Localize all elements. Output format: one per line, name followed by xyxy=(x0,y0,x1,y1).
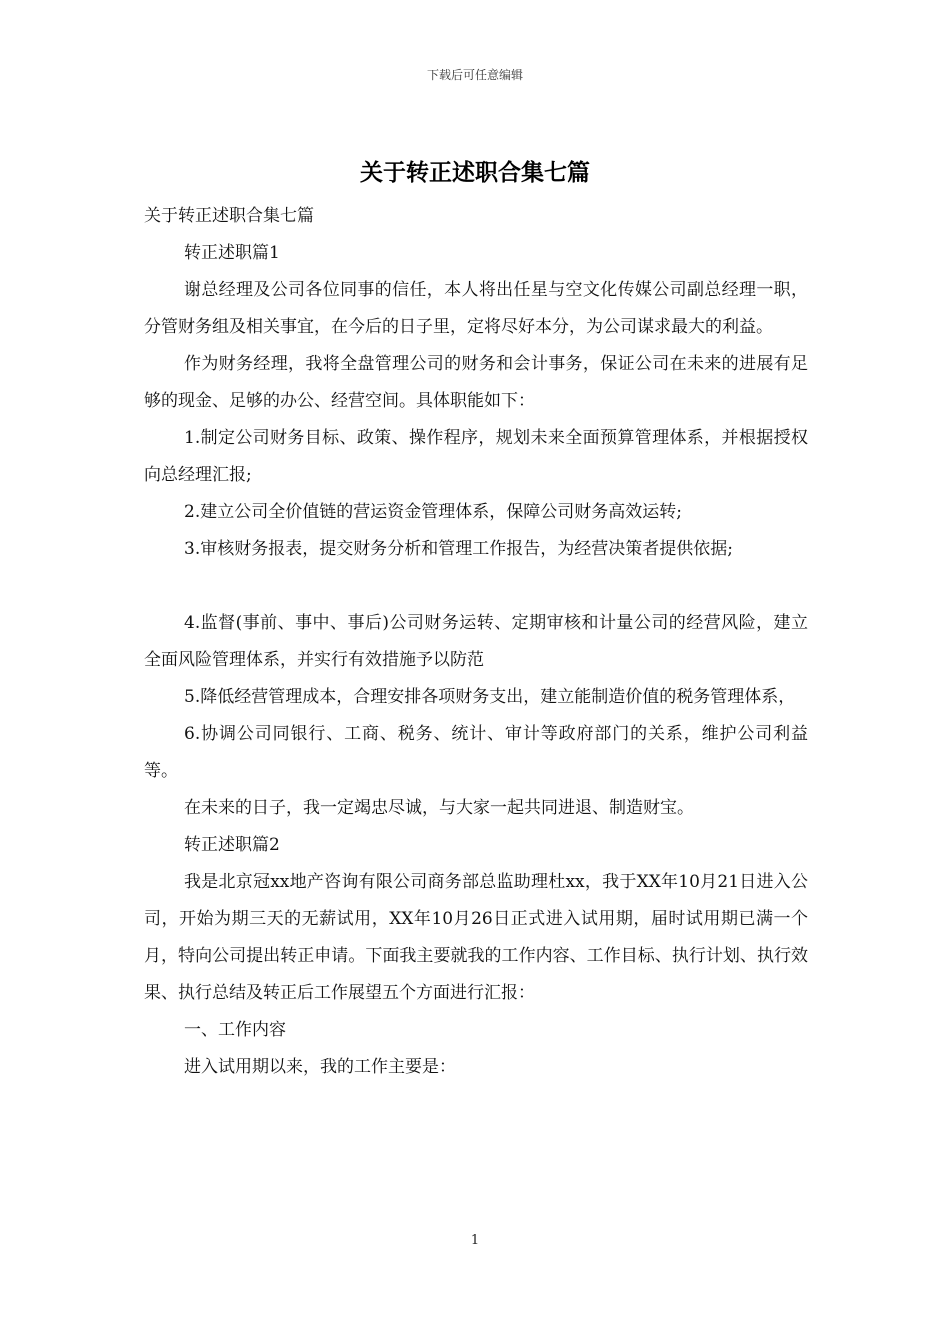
section-heading: 一、工作内容 xyxy=(184,1020,286,1040)
paragraph: 在未来的日子，我一定竭忠尽诚，与大家一起共同进退、制造财宝。 xyxy=(184,798,694,818)
document-title: 关于转正述职合集七篇 xyxy=(360,159,590,186)
list-item: 6.协调公司同银行、工商、税务、统计、审计等政府部门的关系，维护公司利益等。 xyxy=(144,724,808,781)
document-body xyxy=(144,198,808,1086)
list-item: 4.监督(事前、事中、事后)公司财务运转、定期审核和计量公司的经营风险，建立全面风险管理体系，并实行有效措施予以防范 xyxy=(144,613,808,670)
paragraph: 我是北京冠xx地产咨询有限公司商务部总监助理杜xx，我于XX年10月21日进入公司，开始为期三天的无薪试用，XX年10月26日正式进入试用期，届时试用期已满一个月，特向公司提出转正申请。下面我主要就我的工作内容、工作目标、执行计划、执行效果、执行总结及转正后工作展望五个方面进行汇报： xyxy=(144,872,808,1003)
subtitle-line: 关于转正述职合集七篇 xyxy=(144,206,314,226)
list-item: 5.降低经营管理成本，合理安排各项财务支出，建立能制造价值的税务管理体系， xyxy=(184,687,796,707)
list-item: 3.审核财务报表，提交财务分析和管理工作报告，为经营决策者提供依据; xyxy=(184,539,733,559)
list-item: 1.制定公司财务目标、政策、操作程序，规划未来全面预算管理体系，并根据授权向总经理汇报; xyxy=(144,428,808,485)
paragraph: 作为财务经理，我将全盘管理公司的财务和会计事务，保证公司在未来的进展有足够的现金、足够的办公、经营空间。具体职能如下： xyxy=(144,354,808,411)
list-item: 2.建立公司全价值链的营运资金管理体系，保障公司财务高效运转; xyxy=(184,502,682,522)
page-header: 下载后可任意编辑 xyxy=(426,68,523,82)
section-heading: 转正述职篇2 xyxy=(184,835,280,855)
blank-line xyxy=(144,568,808,605)
paragraph: 谢总经理及公司各位同事的信任，本人将出任星与空文化传媒公司副总经理一职，分管财务组及相关事宜，在今后的日子里，定将尽好本分，为公司谋求最大的利益。 xyxy=(144,280,808,337)
section-heading: 转正述职篇1 xyxy=(184,243,280,263)
page-number: 1 xyxy=(470,1233,480,1248)
paragraph: 进入试用期以来，我的工作主要是： xyxy=(184,1057,456,1077)
